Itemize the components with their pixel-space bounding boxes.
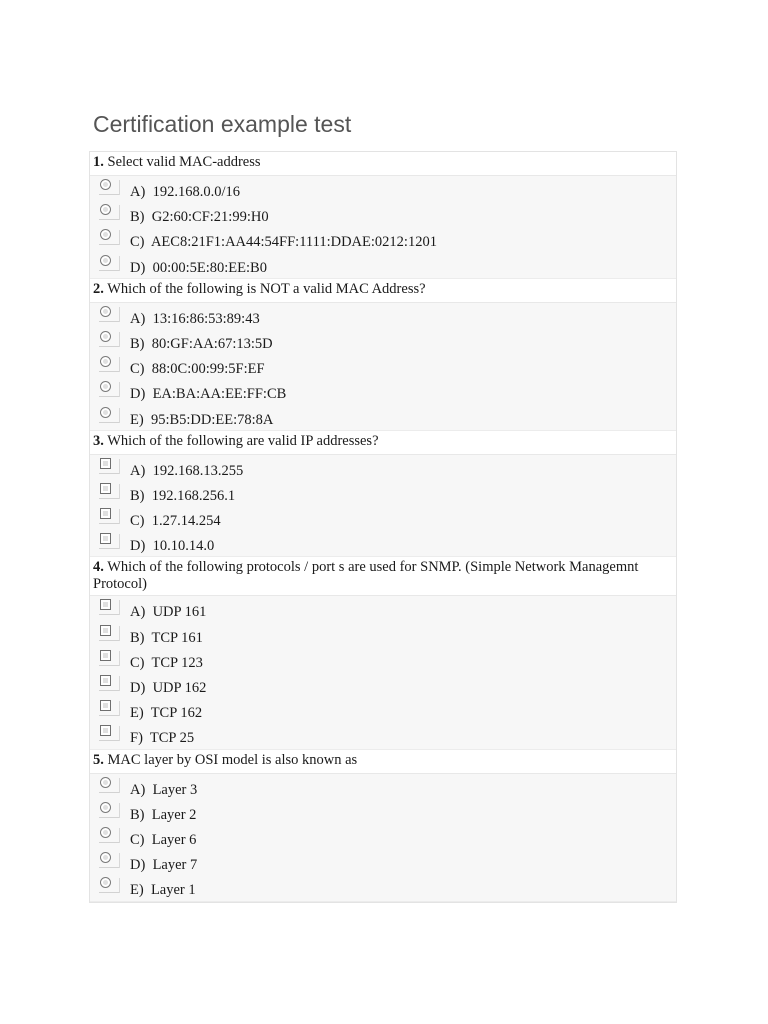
question-number: 2. bbox=[93, 280, 104, 297]
option-label: G2:60:CF:21:99:H0 bbox=[151, 209, 269, 226]
control-underline bbox=[99, 842, 119, 843]
question-label: Which of the following is NOT a valid MAC Address? bbox=[107, 280, 426, 297]
control-underline bbox=[99, 473, 119, 474]
control-underline bbox=[99, 817, 119, 818]
checkbox-input[interactable] bbox=[100, 625, 111, 636]
control-underline bbox=[99, 715, 119, 716]
option-letter: D) bbox=[130, 259, 146, 276]
control-divider bbox=[119, 828, 120, 843]
checkbox-input[interactable] bbox=[100, 700, 111, 711]
checkbox-input[interactable] bbox=[100, 650, 111, 661]
control-divider bbox=[119, 332, 120, 347]
control-divider bbox=[119, 534, 120, 549]
answer-option[interactable] bbox=[90, 329, 676, 354]
answer-option[interactable] bbox=[90, 648, 676, 673]
option-label: AEC8:21F1:AA44:54FF:1111:DDAE:0212:1201 bbox=[150, 234, 437, 251]
answer-option[interactable] bbox=[90, 723, 676, 748]
page-title: Certification example test bbox=[93, 111, 352, 137]
answer-option[interactable] bbox=[90, 673, 676, 698]
option-letter: C) bbox=[130, 513, 145, 530]
control-underline bbox=[99, 346, 119, 347]
checkbox-input[interactable] bbox=[100, 599, 111, 610]
radio-input[interactable] bbox=[100, 877, 111, 888]
control-divider bbox=[119, 676, 120, 691]
answer-option[interactable] bbox=[90, 456, 676, 481]
option-letter: A) bbox=[130, 462, 146, 479]
option-letter: E) bbox=[130, 705, 144, 722]
option-letter: D) bbox=[130, 680, 146, 696]
control-divider bbox=[119, 600, 120, 615]
control-underline bbox=[99, 548, 119, 549]
control-divider bbox=[119, 803, 120, 818]
answer-option[interactable] bbox=[90, 354, 676, 379]
control-underline bbox=[99, 523, 119, 524]
control-divider bbox=[119, 726, 120, 741]
option-letter: F) bbox=[130, 730, 143, 747]
option-letter: A) bbox=[130, 604, 146, 621]
question-number: 3. bbox=[93, 432, 104, 449]
answer-option[interactable] bbox=[90, 698, 676, 723]
checkbox-input[interactable] bbox=[100, 508, 111, 519]
option-letter: C) bbox=[130, 654, 145, 671]
answer-option[interactable] bbox=[90, 177, 676, 202]
option-letter: B) bbox=[130, 806, 145, 823]
control-divider bbox=[119, 509, 120, 524]
answer-option[interactable] bbox=[90, 825, 676, 850]
control-underline bbox=[99, 690, 119, 691]
quiz-table bbox=[89, 151, 677, 903]
radio-input[interactable] bbox=[100, 306, 111, 317]
option-letter: D) bbox=[130, 857, 146, 874]
option-label: TCP 162 bbox=[150, 705, 203, 722]
control-underline bbox=[99, 270, 119, 271]
control-divider bbox=[119, 205, 120, 220]
control-underline bbox=[99, 194, 119, 195]
option-letter: E) bbox=[130, 882, 144, 899]
control-underline bbox=[99, 498, 119, 499]
checkbox-input[interactable] bbox=[100, 725, 111, 736]
option-letter: C) bbox=[130, 234, 145, 251]
checkbox-input[interactable] bbox=[100, 675, 111, 686]
option-letter: C) bbox=[130, 361, 145, 378]
answer-option[interactable] bbox=[90, 531, 676, 556]
control-divider bbox=[119, 878, 120, 893]
control-divider bbox=[119, 626, 120, 641]
question-1-text bbox=[90, 152, 676, 176]
control-underline bbox=[99, 219, 119, 220]
question-5-text bbox=[90, 750, 676, 774]
control-divider bbox=[119, 180, 120, 195]
control-divider bbox=[119, 778, 120, 793]
option-label: 192.168.256.1 bbox=[151, 487, 236, 504]
radio-input[interactable] bbox=[100, 852, 111, 863]
radio-input[interactable] bbox=[100, 179, 111, 190]
control-underline bbox=[99, 867, 119, 868]
question-label: Which of the following protocols / port s are used for SNMP. (Simple Network Managemnt Protocol) bbox=[93, 559, 639, 593]
option-label: TCP 25 bbox=[149, 730, 195, 747]
option-letter: B) bbox=[130, 335, 145, 352]
question-3-options bbox=[90, 455, 676, 558]
option-label: Layer 2 bbox=[151, 806, 197, 823]
control-underline bbox=[99, 371, 119, 372]
option-letter: E) bbox=[130, 411, 144, 428]
answer-option[interactable] bbox=[90, 202, 676, 227]
option-label: 192.168.13.255 bbox=[152, 462, 244, 479]
option-label: TCP 161 bbox=[151, 629, 203, 646]
question-4-text bbox=[90, 557, 676, 596]
option-label: Layer 7 bbox=[152, 857, 198, 874]
option-letter: A) bbox=[130, 781, 146, 798]
option-label: Layer 3 bbox=[152, 781, 198, 798]
radio-input[interactable] bbox=[100, 777, 111, 788]
answer-option[interactable] bbox=[90, 623, 676, 648]
control-underline bbox=[99, 422, 119, 423]
control-divider bbox=[119, 357, 120, 372]
control-divider bbox=[119, 230, 120, 245]
question-number: 4. bbox=[93, 559, 104, 576]
answer-option[interactable] bbox=[90, 481, 676, 506]
control-divider bbox=[119, 484, 120, 499]
option-label: 95:B5:DD:EE:78:8A bbox=[150, 411, 274, 428]
radio-input[interactable] bbox=[100, 255, 111, 266]
option-label: 192.168.0.0/16 bbox=[152, 184, 240, 200]
question-number: 1. bbox=[93, 154, 104, 170]
control-underline bbox=[99, 396, 119, 397]
question-3-text bbox=[90, 431, 676, 455]
control-underline bbox=[99, 892, 119, 893]
answer-option[interactable] bbox=[90, 304, 676, 329]
radio-input[interactable] bbox=[100, 407, 111, 418]
question-4-options bbox=[90, 596, 676, 749]
radio-input[interactable] bbox=[100, 827, 111, 838]
control-underline bbox=[99, 321, 119, 322]
question-label: Which of the following are valid IP addresses? bbox=[107, 432, 379, 449]
answer-option[interactable] bbox=[90, 800, 676, 825]
answer-option[interactable] bbox=[90, 850, 676, 875]
question-1-options bbox=[90, 176, 676, 279]
option-label: Layer 6 bbox=[151, 831, 197, 848]
control-underline bbox=[99, 740, 119, 741]
radio-input[interactable] bbox=[100, 802, 111, 813]
option-label: 88:0C:00:99:5F:EF bbox=[151, 361, 265, 378]
answer-option[interactable] bbox=[90, 227, 676, 252]
answer-option[interactable] bbox=[90, 775, 676, 800]
control-divider bbox=[119, 651, 120, 666]
question-2-text bbox=[90, 279, 676, 303]
question-label: MAC layer by OSI model is also known as bbox=[107, 751, 358, 768]
radio-input[interactable] bbox=[100, 331, 111, 342]
radio-input[interactable] bbox=[100, 229, 111, 240]
option-letter: B) bbox=[130, 487, 145, 504]
question-5-options bbox=[90, 774, 676, 902]
option-letter: A) bbox=[130, 184, 146, 200]
option-label: 00:00:5E:80:EE:B0 bbox=[152, 259, 267, 276]
option-label: 80:GF:AA:67:13:5D bbox=[151, 335, 273, 352]
question-number: 5. bbox=[93, 751, 104, 768]
question-2-options bbox=[90, 303, 676, 431]
option-letter: C) bbox=[130, 831, 145, 848]
checkbox-input[interactable] bbox=[100, 533, 111, 544]
option-letter: B) bbox=[130, 209, 145, 226]
answer-option[interactable] bbox=[90, 875, 676, 900]
control-divider bbox=[119, 701, 120, 716]
checkbox-input[interactable] bbox=[100, 458, 111, 469]
option-label: EA:BA:AA:EE:FF:CB bbox=[152, 386, 287, 403]
answer-option[interactable] bbox=[90, 405, 676, 430]
control-divider bbox=[119, 853, 120, 868]
option-label: 1.27.14.254 bbox=[151, 513, 221, 530]
control-underline bbox=[99, 640, 119, 641]
control-underline bbox=[99, 665, 119, 666]
option-label: UDP 162 bbox=[152, 680, 207, 696]
answer-option[interactable] bbox=[90, 379, 676, 404]
control-divider bbox=[119, 307, 120, 322]
control-underline bbox=[99, 792, 119, 793]
option-label: UDP 161 bbox=[152, 604, 207, 621]
control-underline bbox=[99, 614, 119, 615]
control-divider bbox=[119, 459, 120, 474]
option-letter: B) bbox=[130, 629, 145, 646]
radio-input[interactable] bbox=[100, 356, 111, 367]
option-label: 13:16:86:53:89:43 bbox=[152, 310, 260, 327]
control-underline bbox=[99, 244, 119, 245]
option-letter: D) bbox=[130, 538, 146, 555]
control-divider bbox=[119, 408, 120, 423]
option-letter: D) bbox=[130, 386, 146, 403]
answer-option[interactable] bbox=[90, 597, 676, 622]
question-label: Select valid MAC-address bbox=[107, 154, 261, 170]
answer-option[interactable] bbox=[90, 506, 676, 531]
option-label: Layer 1 bbox=[150, 882, 196, 899]
radio-input[interactable] bbox=[100, 381, 111, 392]
option-label: TCP 123 bbox=[151, 654, 203, 671]
answer-option[interactable] bbox=[90, 253, 676, 278]
option-label: 10.10.14.0 bbox=[152, 538, 215, 555]
radio-input[interactable] bbox=[100, 204, 111, 215]
checkbox-input[interactable] bbox=[100, 483, 111, 494]
control-divider bbox=[119, 256, 120, 271]
option-letter: A) bbox=[130, 310, 146, 327]
control-divider bbox=[119, 382, 120, 397]
